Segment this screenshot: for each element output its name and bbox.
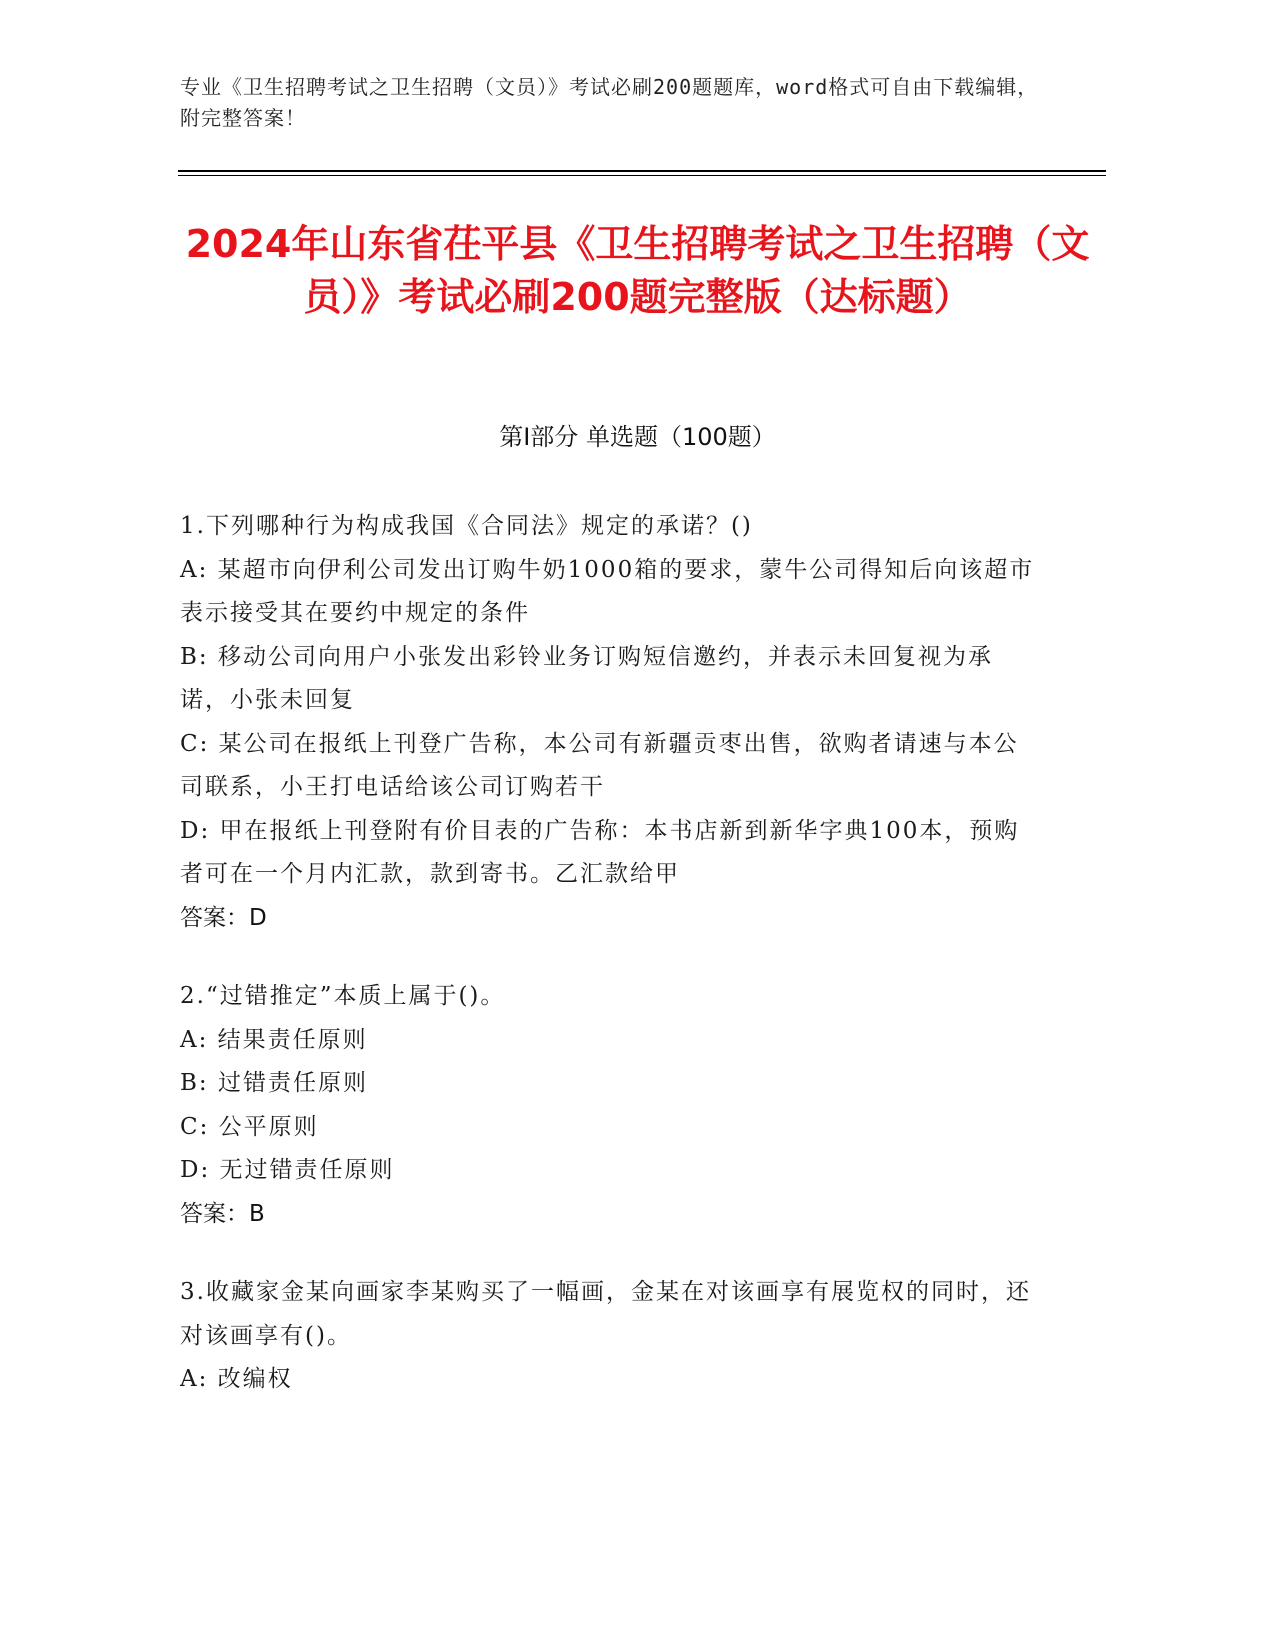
header-divider-thick — [178, 170, 1106, 172]
option-b: B: 移动公司向用户小张发出彩铃业务订购短信邀约，并表示未回复视为承诺，小张未回复 — [180, 643, 993, 713]
section-heading: 第Ⅰ部分 单选题（100题） — [499, 423, 776, 451]
option-d: D: 无过错责任原则 — [180, 1157, 395, 1183]
question-3 — [180, 1271, 1040, 1402]
question-stem: 1.下列哪种行为构成我国《合同法》规定的承诺？() — [180, 513, 753, 539]
answer-line: 答案：D — [180, 904, 267, 931]
question-list — [180, 505, 1040, 1437]
question-stem: 2.“过错推定”本质上属于()。 — [180, 983, 506, 1009]
option-a: A: 结果责任原则 — [180, 1026, 368, 1053]
question-2 — [180, 975, 1040, 1236]
header-note: 专业《卫生招聘考试之卫生招聘（文员）》考试必刷200题题库，word格式可自由下载编辑，附完整答案！ — [180, 75, 1039, 130]
option-c: C: 某公司在报纸上刊登广告称，本公司有新疆贡枣出售，欲购者请速与本公司联系，小王打电话给该公司订购若干 — [180, 730, 1019, 800]
document-title: 2024年山东省茌平县《卫生招聘考试之卫生招聘（文员）》考试必刷200题完整版（达标题） — [185, 222, 1090, 319]
header-divider-thin — [178, 175, 1106, 176]
option-c: C: 公平原则 — [180, 1113, 319, 1140]
option-d: D: 甲在报纸上刊登附有价目表的广告称：本书店新到新华字典100本，预购者可在一个月内汇款，款到寄书。乙汇款给甲 — [180, 817, 1020, 887]
option-b: B: 过错责任原则 — [180, 1070, 368, 1096]
question-1 — [180, 505, 1040, 940]
question-stem: 3.收藏家金某向画家李某购买了一幅画，金某在对该画享有展览权的同时，还对该画享有()。 — [180, 1279, 1031, 1349]
answer-line: 答案：B — [180, 1200, 265, 1227]
option-a: A: 某超市向伊利公司发出订购牛奶1000箱的要求，蒙牛公司得知后向该超市表示接受其在要约中规定的条件 — [180, 556, 1035, 626]
option-a: A: 改编权 — [180, 1366, 293, 1392]
